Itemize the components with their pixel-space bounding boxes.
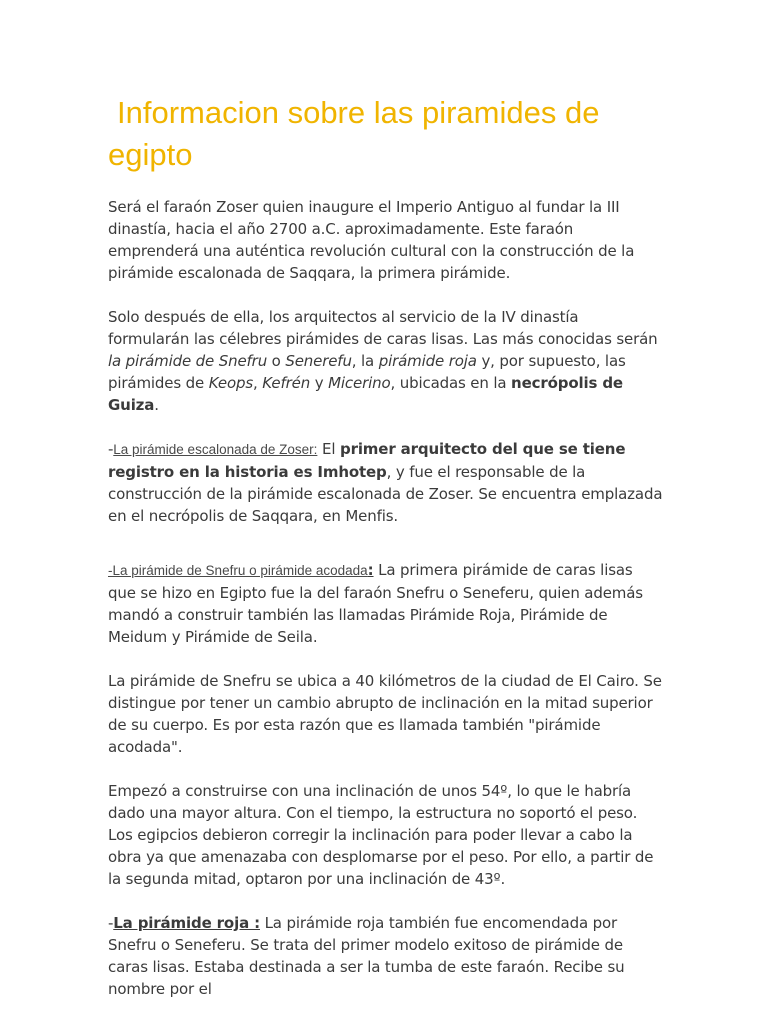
section-label-zoser: La pirámide escalonada de Zoser: bbox=[113, 442, 318, 457]
bold-necropolis-guiza: necrópolis de Guiza bbox=[108, 374, 623, 414]
paragraph-snefru-pyramid: -La pirámide de Snefru o pirámide acodada: La primera pirámide de caras lisas que se hizo en Egipto fue la del faraón Snefru o Seneferu, quien además mandó a construir también las llamadas Pirámide Roja, Pirámide de Meidum y Pirámide de Seila. bbox=[108, 561, 643, 646]
italic-keops: Keops bbox=[208, 374, 254, 392]
paragraph-snefru-location: La pirámide de Snefru se ubica a 40 kilómetros de la ciudad de El Cairo. Se distingue por tener un cambio abrupto de inclinación en la mitad superior de su cuerpo. Es por esta razón que es llamada también "pirámide acodada". bbox=[108, 672, 662, 756]
italic-piramide-roja: pirámide roja bbox=[378, 352, 477, 370]
bold-imhotep: primer arquitecto del que se tiene registro en la historia es Imhotep bbox=[108, 440, 626, 481]
paragraph-red-pyramid: -La pirámide roja : La pirámide roja también fue encomendada por Snefru o Seneferu. Se trata del primer modelo exitoso de pirámide de caras lisas. Estaba destinada a ser la tumba de este faraón. Recibe su nombre por el bbox=[108, 914, 625, 998]
paragraph-smooth-pyramids: Solo después de ella, los arquitectos al servicio de la IV dinastía formularán las célebres pirámides de caras lisas. Las más conocidas serán la pirámide de Snefru o Senerefu, la pirámide roja y, por supuesto, las pirámides de Keops, Kefrén y Micerino, ubicadas en la necrópolis de Guiza. bbox=[108, 308, 658, 414]
section-label-red-pyramid: La pirámide roja : bbox=[113, 914, 260, 932]
italic-snefru: la pirámide de Snefru bbox=[108, 352, 268, 370]
italic-micerino: Micerino bbox=[328, 374, 391, 392]
title-text: Informacion sobre las piramides de egipto bbox=[108, 95, 600, 172]
italic-senerefu: Senerefu bbox=[285, 352, 352, 370]
section-label-snefru: -La pirámide de Snefru o pirámide acodada bbox=[108, 563, 368, 578]
paragraph-inclination: Empezó a construirse con una inclinación de unos 54º, lo que le habría dado una mayor altura. Con el tiempo, la estructura no soportó el peso. Los egipcios debieron corregir la inclinación para poder llevar a cabo la obra ya que amenazaba con desplomarse por el peso. Por ello, a partir de la segunda mitad, optaron por una inclinación de 43º. bbox=[108, 782, 654, 888]
document-title bbox=[108, 92, 664, 176]
italic-kefren: Kefrén bbox=[262, 374, 311, 392]
document-page bbox=[108, 92, 664, 1022]
paragraph-zoser-pyramid: -La pirámide escalonada de Zoser: El primer arquitecto del que se tiene registro en la historia es Imhotep, y fue el responsable de la construcción de la pirámide escalonada de Zoser. Se encuentra emplazada en el necrópolis de Saqqara, en Menfis. bbox=[108, 440, 663, 525]
paragraph-zoser-intro: Será el faraón Zoser quien inaugure el Imperio Antiguo al fundar la III dinastía, hacia el año 2700 a.C. aproximadamente. Este faraón emprenderá una auténtica revolución cultural con la construcción de la pirámide escalonada de Saqqara, la primera pirámide. bbox=[108, 198, 635, 282]
